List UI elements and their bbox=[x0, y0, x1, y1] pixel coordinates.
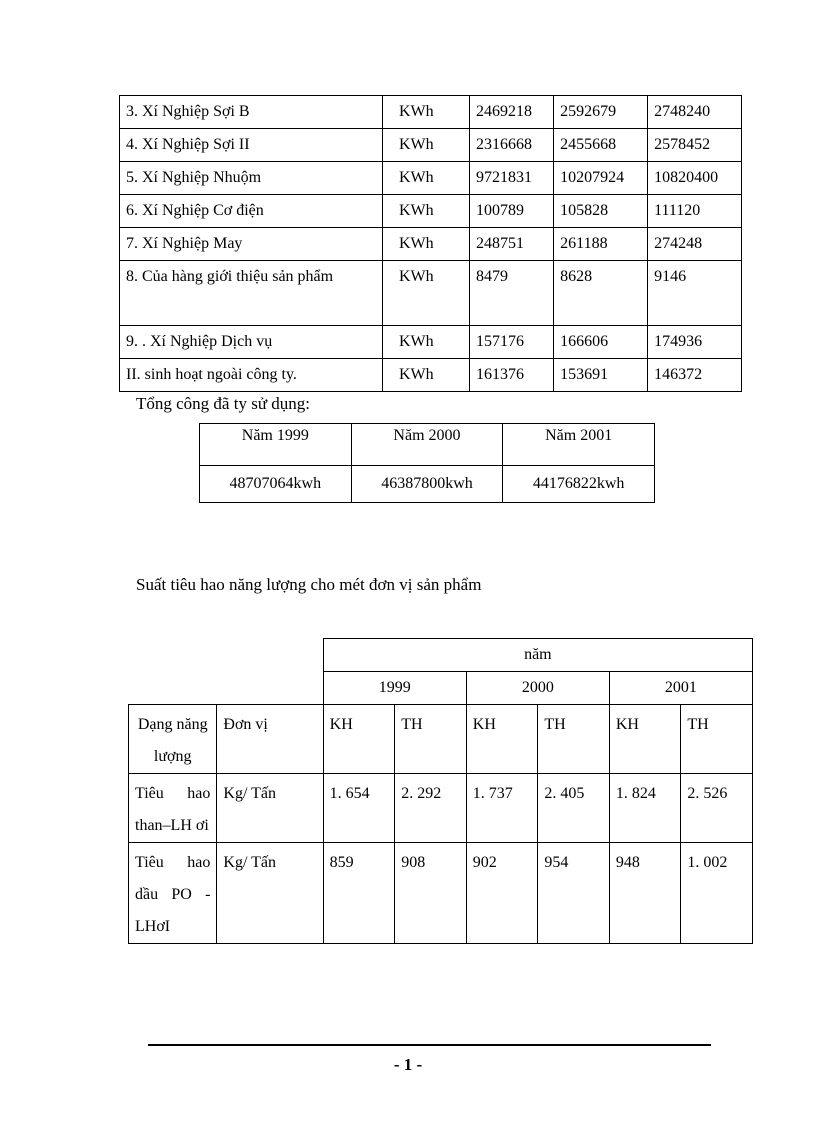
row-name: 5. Xí Nghiệp Nhuộm bbox=[120, 162, 383, 195]
empty-cell bbox=[217, 639, 323, 672]
energy-unit: Kg/ Tấn bbox=[217, 774, 323, 843]
page-number: - 1 - bbox=[393, 1055, 423, 1074]
rate-value: 908 bbox=[395, 843, 467, 944]
year-group-header: năm bbox=[323, 639, 752, 672]
rate-value: 1. 002 bbox=[681, 843, 753, 944]
table-row bbox=[120, 96, 742, 129]
table-row bbox=[129, 843, 753, 944]
rate-value: 2. 292 bbox=[395, 774, 467, 843]
table-row bbox=[200, 424, 655, 466]
row-value-1999: 248751 bbox=[470, 228, 554, 261]
actual-header: TH bbox=[681, 705, 753, 774]
row-name: 7. Xí Nghiệp May bbox=[120, 228, 383, 261]
row-value-2000: 261188 bbox=[554, 228, 648, 261]
empty-cell bbox=[129, 672, 217, 705]
row-value-1999: 157176 bbox=[470, 326, 554, 359]
actual-header: TH bbox=[395, 705, 467, 774]
rate-value: 948 bbox=[609, 843, 681, 944]
row-unit: KWh bbox=[383, 195, 470, 228]
plan-header: KH bbox=[609, 705, 681, 774]
rate-value: 1. 824 bbox=[609, 774, 681, 843]
row-value-1999: 2469218 bbox=[470, 96, 554, 129]
row-value-2000: 105828 bbox=[554, 195, 648, 228]
row-unit: KWh bbox=[383, 261, 470, 326]
row-value-1999: 161376 bbox=[470, 359, 554, 392]
actual-header: TH bbox=[538, 705, 610, 774]
table-row bbox=[120, 162, 742, 195]
row-unit: KWh bbox=[383, 326, 470, 359]
empty-cell bbox=[217, 672, 323, 705]
year-header-2001: 2001 bbox=[609, 672, 752, 705]
row-value-2001: 2748240 bbox=[648, 96, 742, 129]
row-value-2001: 274248 bbox=[648, 228, 742, 261]
unit-header: Đơn vị bbox=[217, 705, 323, 774]
total-value-1999: 48707064kwh bbox=[200, 466, 352, 503]
plan-header: KH bbox=[466, 705, 538, 774]
total-value-2000: 46387800kwh bbox=[351, 466, 503, 503]
table-row bbox=[120, 195, 742, 228]
row-value-2000: 2455668 bbox=[554, 129, 648, 162]
table-row bbox=[129, 705, 753, 774]
row-name: 8. Của hàng giới thiệu sản phẩm bbox=[120, 261, 383, 326]
energy-type: Tiêu hao than–LH ơi bbox=[129, 774, 217, 843]
row-value-2001: 174936 bbox=[648, 326, 742, 359]
rate-value: 859 bbox=[323, 843, 395, 944]
total-usage-table bbox=[199, 423, 655, 503]
row-value-1999: 100789 bbox=[470, 195, 554, 228]
rate-value: 954 bbox=[538, 843, 610, 944]
row-value-2001: 146372 bbox=[648, 359, 742, 392]
energy-unit: Kg/ Tấn bbox=[217, 843, 323, 944]
row-name: II. sinh hoạt ngoài công ty. bbox=[120, 359, 383, 392]
total-header-2000: Năm 2000 bbox=[351, 424, 503, 466]
year-header-2000: 2000 bbox=[466, 672, 609, 705]
table-row bbox=[120, 129, 742, 162]
row-value-2000: 166606 bbox=[554, 326, 648, 359]
year-header-1999: 1999 bbox=[323, 672, 466, 705]
total-value-2001: 44176822kwh bbox=[503, 466, 655, 503]
row-unit: KWh bbox=[383, 129, 470, 162]
empty-cell bbox=[129, 639, 217, 672]
table-row bbox=[120, 261, 742, 326]
row-value-2001: 111120 bbox=[648, 195, 742, 228]
row-value-1999: 9721831 bbox=[470, 162, 554, 195]
plan-header: KH bbox=[323, 705, 395, 774]
row-value-1999: 2316668 bbox=[470, 129, 554, 162]
consumption-rate-table bbox=[128, 638, 753, 944]
table-row bbox=[129, 639, 753, 672]
table-row bbox=[120, 326, 742, 359]
rate-value: 1. 654 bbox=[323, 774, 395, 843]
table-row bbox=[120, 228, 742, 261]
table-row bbox=[129, 672, 753, 705]
row-name: 4. Xí Nghiệp Sợi II bbox=[120, 129, 383, 162]
row-value-2001: 2578452 bbox=[648, 129, 742, 162]
row-name: 9. . Xí Nghiệp Dịch vụ bbox=[120, 326, 383, 359]
consumption-table bbox=[119, 95, 742, 392]
row-name: 6. Xí Nghiệp Cơ điện bbox=[120, 195, 383, 228]
table-row bbox=[129, 774, 753, 843]
row-value-2001: 10820400 bbox=[648, 162, 742, 195]
row-unit: KWh bbox=[383, 162, 470, 195]
total-header-2001: Năm 2001 bbox=[503, 424, 655, 466]
row-unit: KWh bbox=[383, 359, 470, 392]
row-value-2000: 8628 bbox=[554, 261, 648, 326]
row-unit: KWh bbox=[383, 228, 470, 261]
row-unit: KWh bbox=[383, 96, 470, 129]
total-header-1999: Năm 1999 bbox=[200, 424, 352, 466]
table-row bbox=[120, 359, 742, 392]
energy-type-header: Dạng năng lượng bbox=[129, 705, 217, 774]
footer-divider bbox=[148, 1044, 711, 1046]
total-usage-label: Tổng công đã ty sử dụng: bbox=[136, 394, 311, 413]
row-value-2000: 10207924 bbox=[554, 162, 648, 195]
table-row bbox=[200, 466, 655, 503]
rate-value: 2. 526 bbox=[681, 774, 753, 843]
energy-type: Tiêu hao dầu PO - LHơI bbox=[129, 843, 217, 944]
row-value-2001: 9146 bbox=[648, 261, 742, 326]
rate-value: 902 bbox=[466, 843, 538, 944]
row-value-2000: 153691 bbox=[554, 359, 648, 392]
rate-value: 1. 737 bbox=[466, 774, 538, 843]
row-value-2000: 2592679 bbox=[554, 96, 648, 129]
row-name: 3. Xí Nghiệp Sợi B bbox=[120, 96, 383, 129]
section-title: Suất tiêu hao năng lượng cho mét đơn vị sản phẩm bbox=[136, 575, 482, 594]
row-value-1999: 8479 bbox=[470, 261, 554, 326]
rate-value: 2. 405 bbox=[538, 774, 610, 843]
